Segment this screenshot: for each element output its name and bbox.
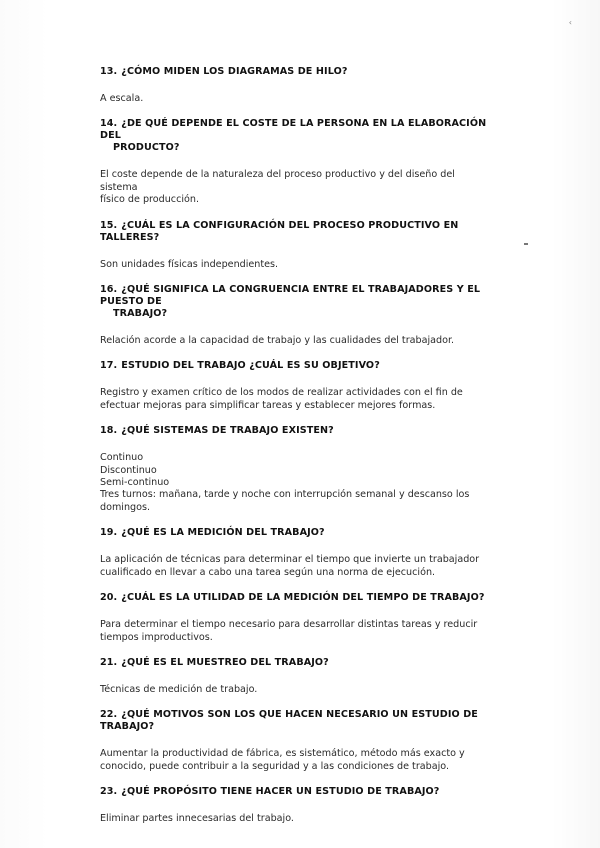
answer-text: El coste depende de la naturaleza del proceso productivo y del diseño del sistema físico de producción. <box>100 169 455 206</box>
qa-item-15 <box>100 220 492 271</box>
qa-item-18 <box>100 425 492 514</box>
answer-text: Aumentar la productividad de fábrica, es sistemático, método más exacto y conocido, puede contribuir a la seguridad y a las condiciones de trabajo. <box>100 748 465 772</box>
qa-item-17 <box>100 360 492 412</box>
question-heading: 19. ¿QUÉ ES LA MEDICIÓN DEL TRABAJO? <box>100 527 325 539</box>
question-heading: 20. ¿CUÁL ES LA UTILIDAD DE LA MEDICIÓN DEL TIEMPO DE TRABAJO? <box>100 592 485 604</box>
answer-text: Registro y examen crítico de los modos de realizar actividades con el fin de efectuar mejoras para simplificar tareas y establecer mejores formas. <box>100 387 463 411</box>
question-heading: 23. ¿QUÉ PROPÓSITO TIENE HACER UN ESTUDIO DE TRABAJO? <box>100 786 440 798</box>
qa-item-20 <box>100 592 492 644</box>
qa-item-16 <box>100 284 492 347</box>
question-heading: 15. ¿CUÁL ES LA CONFIGURACIÓN DEL PROCESO PRODUCTIVO EN TALLERES? <box>100 219 459 243</box>
scan-mark <box>524 243 528 245</box>
question-heading: 21. ¿QUÉ ES EL MUESTREO DEL TRABAJO? <box>100 656 329 668</box>
question-heading: 13. ¿CÓMO MIDEN LOS DIAGRAMAS DE HILO? <box>100 66 348 77</box>
answer-text: Son unidades físicas independientes. <box>100 258 279 270</box>
qa-item-21 <box>100 657 492 696</box>
question-heading: 18. ¿QUÉ SISTEMAS DE TRABAJO EXISTEN? <box>100 425 334 437</box>
question-heading: 14. ¿DE QUÉ DEPENDE EL COSTE DE LA PERSONA EN LA ELABORACIÓN DEL PRODUCTO? <box>100 118 487 154</box>
qa-item-14 <box>100 118 492 206</box>
qa-item-22 <box>100 709 492 773</box>
answer-text: Continuo Discontinuo Semi-continuo Tres turnos: mañana, tarde y noche con interrupción semanal y descanso los domingos. <box>100 452 470 513</box>
corner-mark: ‹ <box>568 18 572 27</box>
answer-text: Eliminar partes innecesarias del trabajo. <box>100 813 294 825</box>
answer-text: Relación acorde a la capacidad de trabajo y las cualidades del trabajador. <box>100 335 455 347</box>
question-heading: 16. ¿QUÉ SIGNIFICA LA CONGRUENCIA ENTRE EL TRABAJADORES Y EL PUESTO DE TRABAJO? <box>100 284 481 320</box>
question-heading: 22. ¿QUÉ MOTIVOS SON LOS QUE HACEN NECESARIO UN ESTUDIO DE TRABAJO? <box>100 709 478 733</box>
qa-list <box>100 66 492 826</box>
question-heading: 17. ESTUDIO DEL TRABAJO ¿CUÁL ES SU OBJETIVO? <box>100 360 380 372</box>
answer-text: Técnicas de medición de trabajo. <box>100 683 258 695</box>
answer-text: La aplicación de técnicas para determinar el tiempo que invierte un trabajador cualificado en llevar a cabo una tarea según una norma de ejecución. <box>100 554 480 578</box>
answer-text: Para determinar el tiempo necesario para desarrollar distintas tareas y reducir tiempos improductivos. <box>100 619 478 643</box>
qa-item-23 <box>100 786 492 825</box>
qa-item-19 <box>100 527 492 579</box>
answer-text: A escala. <box>100 93 144 104</box>
qa-item-13 <box>100 66 492 105</box>
